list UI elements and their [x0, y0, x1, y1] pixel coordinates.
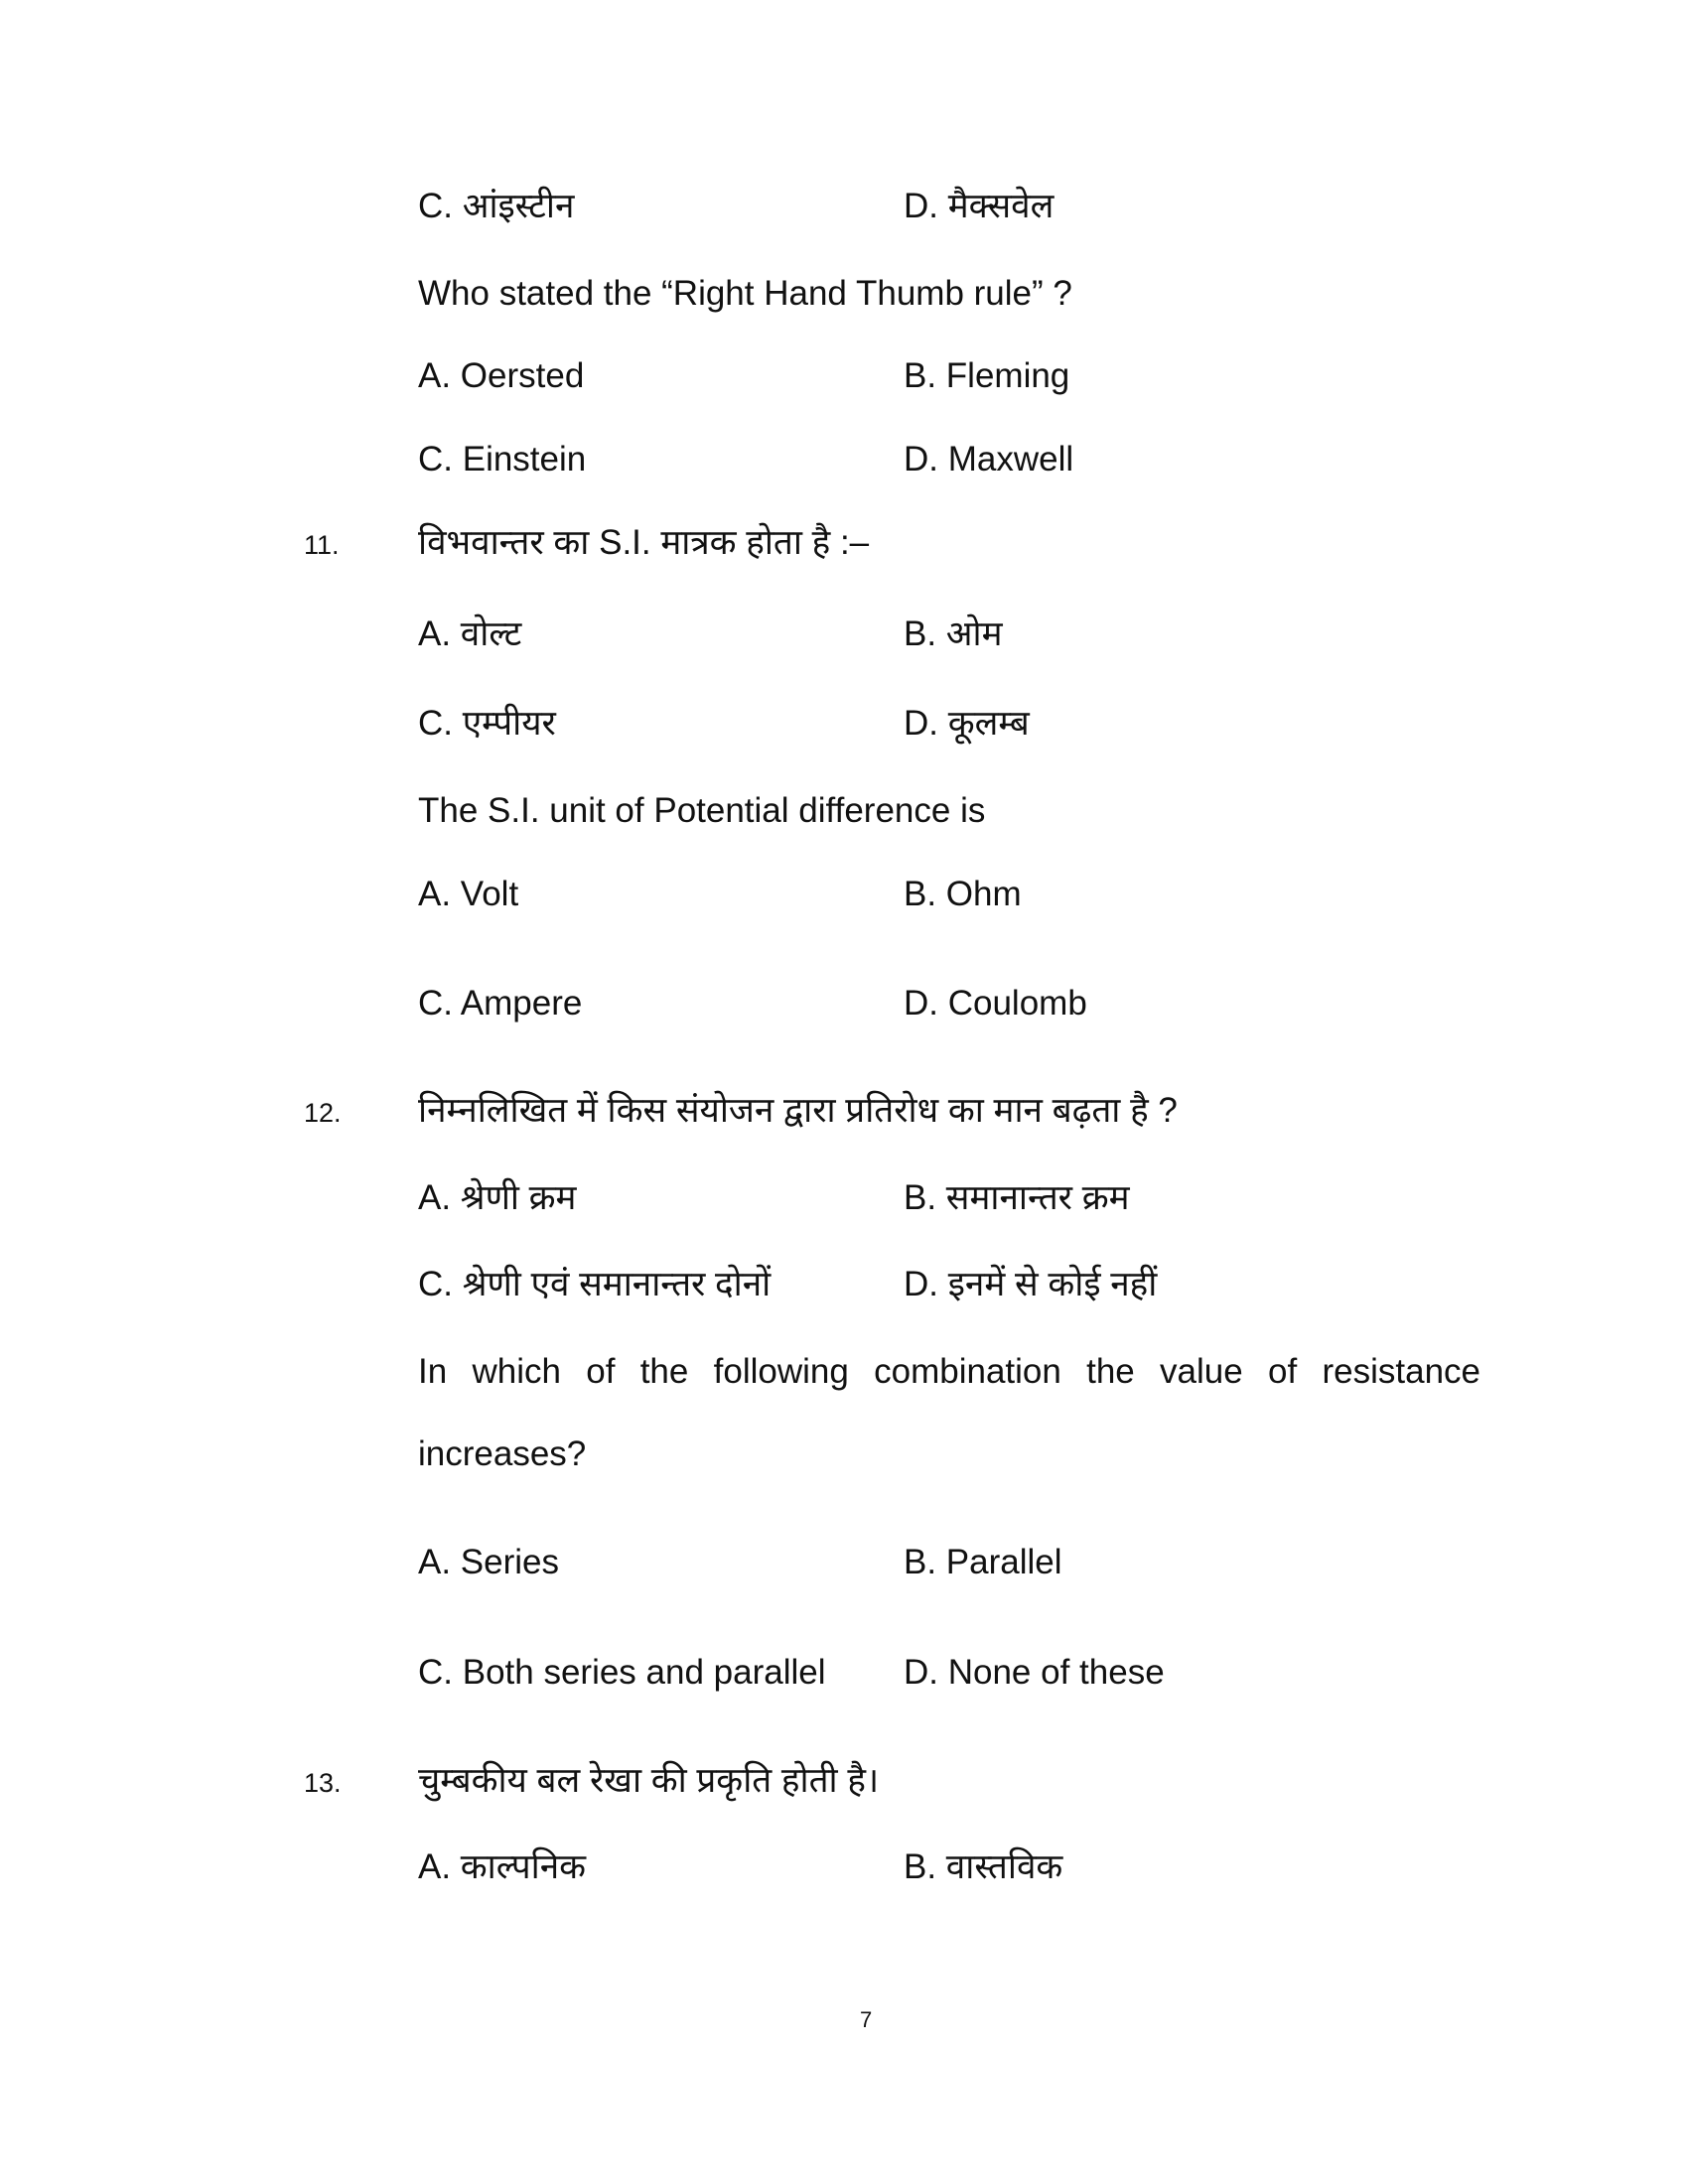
- q13-number: 13.: [304, 1768, 342, 1798]
- q11-number: 11.: [304, 530, 340, 560]
- q11-hindi-option-b: B. ओम: [904, 614, 1003, 653]
- q12-hindi-option-c: C. श्रेणी एवं समानान्तर दोनों: [418, 1265, 772, 1303]
- q12-hindi-option-d: D. इनमें से कोई नहीं: [904, 1265, 1158, 1303]
- q11-english-option-d: D. Coulomb: [904, 984, 1087, 1023]
- q12-hindi-option-a: A. श्रेणी क्रम: [418, 1178, 577, 1217]
- q12-english-option-a: A. Series: [418, 1543, 559, 1581]
- q12-english-option-d: D. None of these: [904, 1653, 1165, 1692]
- q11-hindi-question: विभवान्तर का S.I. मात्रक होता है :–: [418, 523, 870, 562]
- q10-hindi-option-c: C. आंइस्टीन: [418, 187, 575, 225]
- q13-hindi-option-b: B. वास्तविक: [904, 1847, 1063, 1886]
- q12-english-question-line1: In which of the following combination the value of resistance: [418, 1352, 1480, 1391]
- q11-english-option-a: A. Volt: [418, 875, 519, 913]
- q12-hindi-option-b: B. समानान्तर क्रम: [904, 1178, 1130, 1217]
- q12-english-option-b: B. Parallel: [904, 1543, 1062, 1581]
- q13-hindi-question: चुम्बकीय बल रेखा की प्रकृति होती है।: [418, 1761, 880, 1800]
- q10-english-option-c: C. Einstein: [418, 440, 587, 478]
- page-number: 7: [860, 2007, 873, 2032]
- q10-english-option-a: A. Oersted: [418, 356, 585, 395]
- q10-hindi-option-d: D. मैक्सवेल: [904, 187, 1055, 225]
- q11-hindi-option-c: C. एम्पीयर: [418, 704, 556, 743]
- q12-english-question-line2: increases?: [418, 1434, 587, 1473]
- q11-english-option-b: B. Ohm: [904, 875, 1022, 913]
- q12-hindi-question: निम्नलिखित में किस संयोजन द्वारा प्रतिरोध का मान बढ़ता है ?: [418, 1091, 1178, 1130]
- q10-english-option-d: D. Maxwell: [904, 440, 1074, 478]
- q11-english-option-c: C. Ampere: [418, 984, 583, 1023]
- q11-english-question: The S.I. unit of Potential difference is: [418, 791, 986, 830]
- q11-hindi-option-a: A. वोल्ट: [418, 614, 522, 653]
- q10-english-question: Who stated the “Right Hand Thumb rule” ?: [418, 274, 1072, 313]
- q11-hindi-option-d: D. कूलम्ब: [904, 704, 1030, 743]
- q12-number: 12.: [304, 1098, 342, 1128]
- q10-english-option-b: B. Fleming: [904, 356, 1070, 395]
- q13-hindi-option-a: A. काल्पनिक: [418, 1847, 587, 1886]
- q12-english-option-c: C. Both series and parallel: [418, 1653, 826, 1692]
